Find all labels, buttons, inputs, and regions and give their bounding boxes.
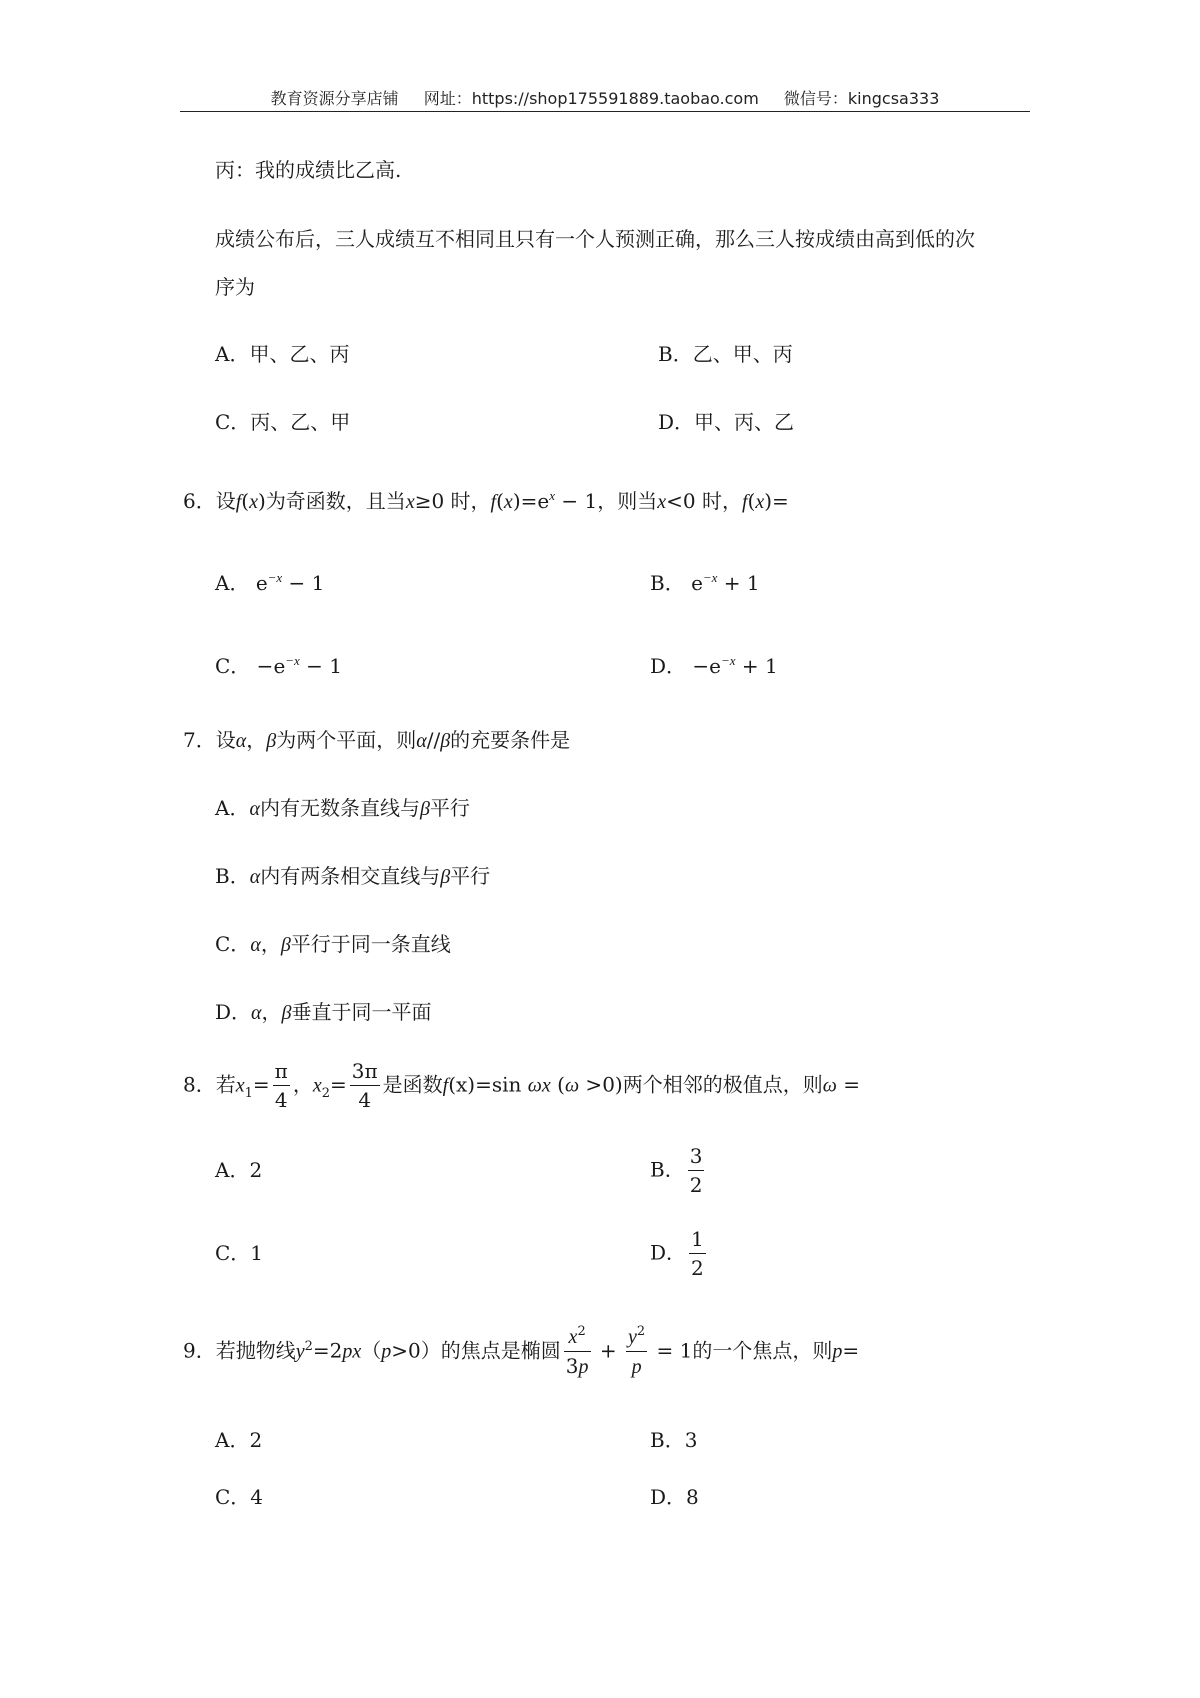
q8-frac-3pi-4: $\frac{3\pi}{4}$: [351, 1059, 378, 1112]
header-site: 网址：https://shop175591889.taobao.com: [423, 89, 759, 108]
q6-stem: 6．设f(x)为奇函数，且当x≥0 时，$f(x)=e^x - 1$，则当x<0 时，f(x)=: [183, 488, 789, 513]
q8-frac-3-2: $\frac{3}{2}$: [689, 1144, 703, 1197]
q6-option-a: A． $e^{-x} - 1$: [215, 570, 325, 595]
q8-option-d: D． $\frac{1}{2}$: [650, 1227, 704, 1280]
q8-frac-1-2: $\frac{1}{2}$: [691, 1227, 704, 1280]
q8-option-c: C．1: [215, 1241, 264, 1265]
q7-option-b: B．α内有两条相交直线与β平行: [215, 864, 491, 888]
q5-option-d: D．甲、丙、乙: [658, 410, 795, 434]
q8-option-a: A．2: [215, 1158, 263, 1182]
header-rule: [180, 111, 1030, 112]
q7-option-d: D．α，β垂直于同一平面: [215, 1000, 432, 1024]
q5-option-c: C．丙、乙、甲: [215, 410, 351, 434]
q6-option-d: D． $-e^{-x} + 1$: [650, 653, 778, 678]
q6-option-b: B． $e^{-x} + 1$: [650, 570, 760, 595]
header-wechat: 微信号：kingcsa333: [783, 89, 940, 108]
q5-stem-line1: 成绩公布后，三人成绩互不相同且只有一个人预测正确，那么三人按成绩由高到低的次: [215, 227, 975, 251]
q5-option-a: A．甲、乙、丙: [215, 342, 350, 366]
q8-option-b: B． $\frac{3}{2}$: [650, 1144, 703, 1197]
q9-frac-x2-3p: $\frac{x^2}{3p}$: [565, 1324, 589, 1378]
page-header: [180, 86, 1030, 109]
header-shop: 教育资源分享店铺: [270, 89, 399, 108]
q9-option-a: A．2: [215, 1428, 263, 1452]
q9-option-b: B．3: [650, 1428, 698, 1452]
q7-option-a: A．α内有无数条直线与β平行: [215, 796, 470, 820]
q9-option-c: C．4: [215, 1485, 264, 1509]
q9-option-d: D．8: [650, 1485, 699, 1509]
q8-stem: 8．若$x_1=$ $\frac{\pi}{4}$ ，$x_2=$ $\frac{3\pi}{4}$ 是函数f(x)=sin ωx (ω >0)两个相邻的极值点，则ω =: [183, 1059, 860, 1112]
q9-stem: 9．若抛物线$y^2=2px(p>0)$的焦点是椭圆 $\frac{x^2}{3p}$ + $\frac{y^2}{p}$ = 1的一个焦点，则p=: [183, 1324, 860, 1378]
q5-stem-line2: 序为: [215, 275, 255, 299]
q8-frac-pi-4: $\frac{\pi}{4}$: [274, 1059, 288, 1112]
q9-frac-y2-p: $\frac{y^2}{p}$: [627, 1324, 646, 1378]
q5-option-b: B．乙、甲、丙: [658, 342, 793, 366]
q7-option-c: C．α，β平行于同一条直线: [215, 932, 451, 956]
q6-option-c: C． $-e^{-x} - 1$: [215, 653, 343, 678]
q7-stem: 7．设α，β为两个平面，则α//β的充要条件是: [183, 728, 571, 752]
q5-bing-line: 丙：我的成绩比乙高.: [215, 158, 402, 182]
